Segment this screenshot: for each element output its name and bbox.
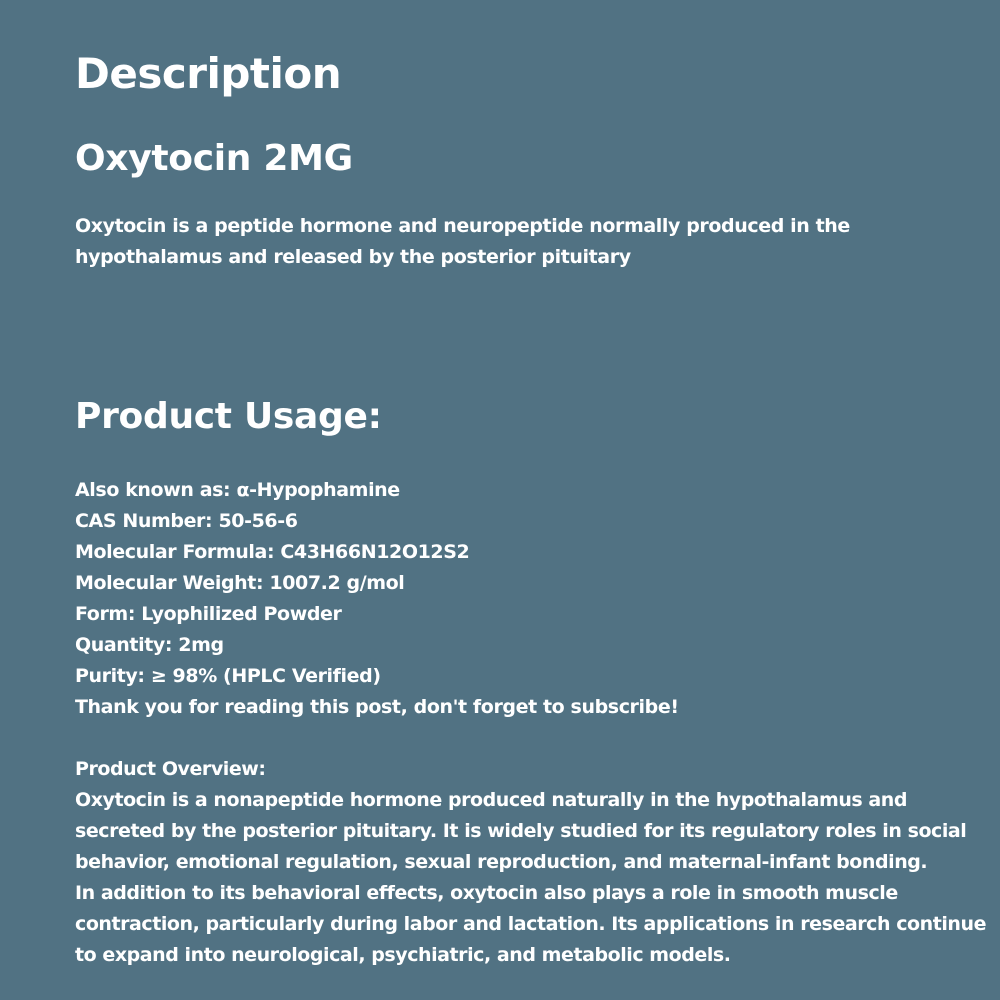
spec-purity: Purity: ≥ 98% (HPLC Verified) bbox=[75, 665, 381, 687]
spec-also-known-as: Also known as: α-Hypophamine bbox=[75, 479, 400, 501]
description-heading: Description bbox=[75, 49, 342, 98]
overview-line: In addition to its behavioral effects, oxytocin also plays a role in smooth muscle bbox=[75, 882, 898, 904]
overview-line: Oxytocin is a nonapeptide hormone produced naturally in the hypothalamus and bbox=[75, 789, 908, 811]
overview-line: contraction, particularly during labor and lactation. Its applications in research continue bbox=[75, 913, 987, 935]
subscribe-note: Thank you for reading this post, don't forget to subscribe! bbox=[75, 696, 679, 718]
spec-molecular-formula: Molecular Formula: C43H66N12O12S2 bbox=[75, 541, 470, 563]
product-usage-heading: Product Usage: bbox=[75, 396, 382, 437]
product-overview-section bbox=[75, 754, 987, 971]
specs-list bbox=[75, 475, 955, 723]
overview-line: secreted by the posterior pituitary. It is widely studied for its regulatory roles in social bbox=[75, 820, 967, 842]
intro-paragraph: Oxytocin is a peptide hormone and neuropeptide normally produced in the hypothalamus and released by the posterior pituitary bbox=[75, 215, 850, 268]
spec-quantity: Quantity: 2mg bbox=[75, 634, 224, 656]
overview-line: to expand into neurological, psychiatric, and metabolic models. bbox=[75, 944, 731, 966]
spec-cas-number: CAS Number: 50-56-6 bbox=[75, 510, 298, 532]
product-overview-heading: Product Overview: bbox=[75, 758, 266, 780]
spec-form: Form: Lyophilized Powder bbox=[75, 603, 342, 625]
overview-line: behavior, emotional regulation, sexual reproduction, and maternal-infant bonding. bbox=[75, 851, 928, 873]
spec-molecular-weight: Molecular Weight: 1007.2 g/mol bbox=[75, 572, 405, 594]
product-name-heading: Oxytocin 2MG bbox=[75, 138, 353, 179]
